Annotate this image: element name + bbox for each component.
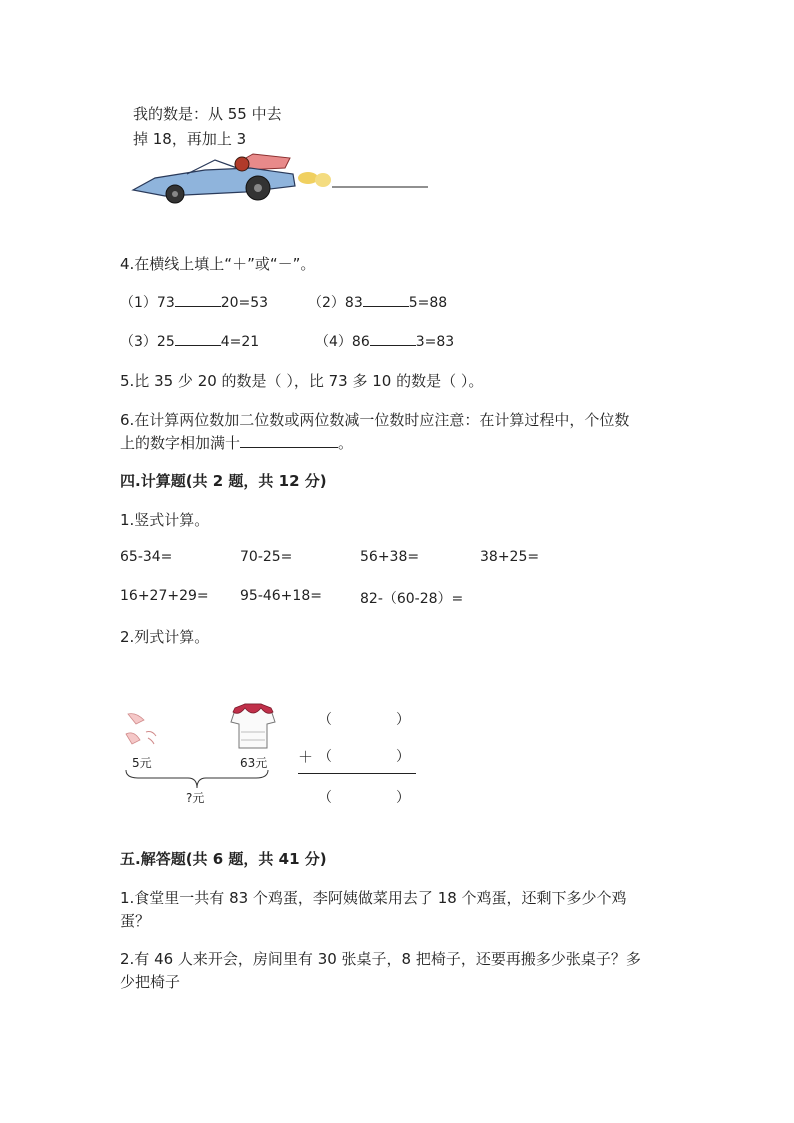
sum-plus-sign: ＋: [298, 748, 314, 766]
q4-item-1-label: （1）73: [120, 295, 175, 311]
section5-title: 五.解答题(共 6 题，共 41 分): [120, 850, 327, 868]
calc-row1-item2: 70-25=: [240, 549, 293, 565]
price-comb: 5元: [132, 756, 152, 770]
q4-item-3-label: （3）25: [120, 334, 175, 350]
section4-title: 四.计算题(共 2 题，共 12 分): [120, 472, 327, 490]
race-car-illustration: [125, 150, 435, 210]
q4-item-1-blank[interactable]: [175, 292, 221, 307]
q4-item-3: [120, 331, 259, 351]
section5-q2-line1: 2.有 46 人来开会，房间里有 30 张桌子，8 把椅子，还要再搬多少张桌子？多: [120, 950, 641, 968]
section5-q1-line1: 1.食堂里一共有 83 个鸡蛋，李阿姨做菜用去了 18 个鸡蛋，还剩下多少个鸡: [120, 889, 627, 907]
calc-row2-item2: 95-46+18=: [240, 588, 322, 604]
section5-q1-line2: 蛋？: [120, 912, 151, 930]
q4-item-3-rest: 4=21: [220, 334, 260, 350]
comb-icon: [122, 710, 162, 750]
q4-item-2: [308, 292, 447, 312]
q6-line1: 6.在计算两位数加二位数或两位数减一位数时应注意：在计算过程中，个位数: [120, 411, 630, 429]
q4-item-3-blank[interactable]: [175, 331, 221, 346]
sum-line: [298, 773, 416, 774]
sum-paren-l-3: （: [318, 790, 332, 806]
sum-paren-r-1: ）: [396, 712, 410, 728]
calc-row1-item1: 65-34=: [120, 549, 173, 565]
total-label: ?元: [186, 791, 205, 805]
sum-paren-r-3: ）: [396, 790, 410, 806]
q4-item-4-blank[interactable]: [370, 331, 416, 346]
sum-paren-l-2: （: [318, 749, 332, 765]
q4-item-4: [315, 331, 454, 351]
section5-q2-line2: 少把椅子: [120, 973, 181, 991]
q4-item-1: [120, 292, 268, 312]
q5-text: 5.比 35 少 20 的数是（ ），比 73 多 10 的数是（ ）。: [120, 372, 484, 390]
calc-row1-item3: 56+38=: [360, 549, 420, 565]
car-prompt-line1: 我的数是：从 55 中去: [133, 105, 282, 123]
sum-paren-r-2: ）: [396, 749, 410, 765]
calc-row2-item1: 16+27+29=: [120, 588, 209, 604]
q4-item-2-label: （2）83: [308, 295, 363, 311]
calc-row2-item3: 82-（60-28）=: [360, 591, 464, 607]
q4-item-1-rest: 20=53: [220, 295, 269, 311]
q4-title: 4.在横线上填上“＋”或“－”。: [120, 255, 316, 273]
q4-item-2-blank[interactable]: [363, 292, 409, 307]
section4-q2-title: 2.列式计算。: [120, 628, 210, 646]
q4-item-4-rest: 3=83: [415, 334, 455, 350]
q6-line2: [120, 432, 353, 453]
q6-blank[interactable]: [240, 433, 338, 448]
q6-line2-end: 。: [338, 434, 354, 452]
sum-paren-l-1: （: [318, 712, 332, 728]
shirt-icon: [227, 702, 279, 752]
q4-item-2-rest: 5=88: [408, 295, 448, 311]
q6-line2-text: 上的数字相加满十: [120, 434, 241, 452]
section4-q1-title: 1.竖式计算。: [120, 511, 210, 529]
q4-item-4-label: （4）86: [315, 334, 370, 350]
price-shirt: 63元: [240, 756, 268, 770]
calc-row1-item4: 38+25=: [480, 549, 540, 565]
car-prompt-line2: 掉 18，再加上 3: [133, 130, 247, 148]
